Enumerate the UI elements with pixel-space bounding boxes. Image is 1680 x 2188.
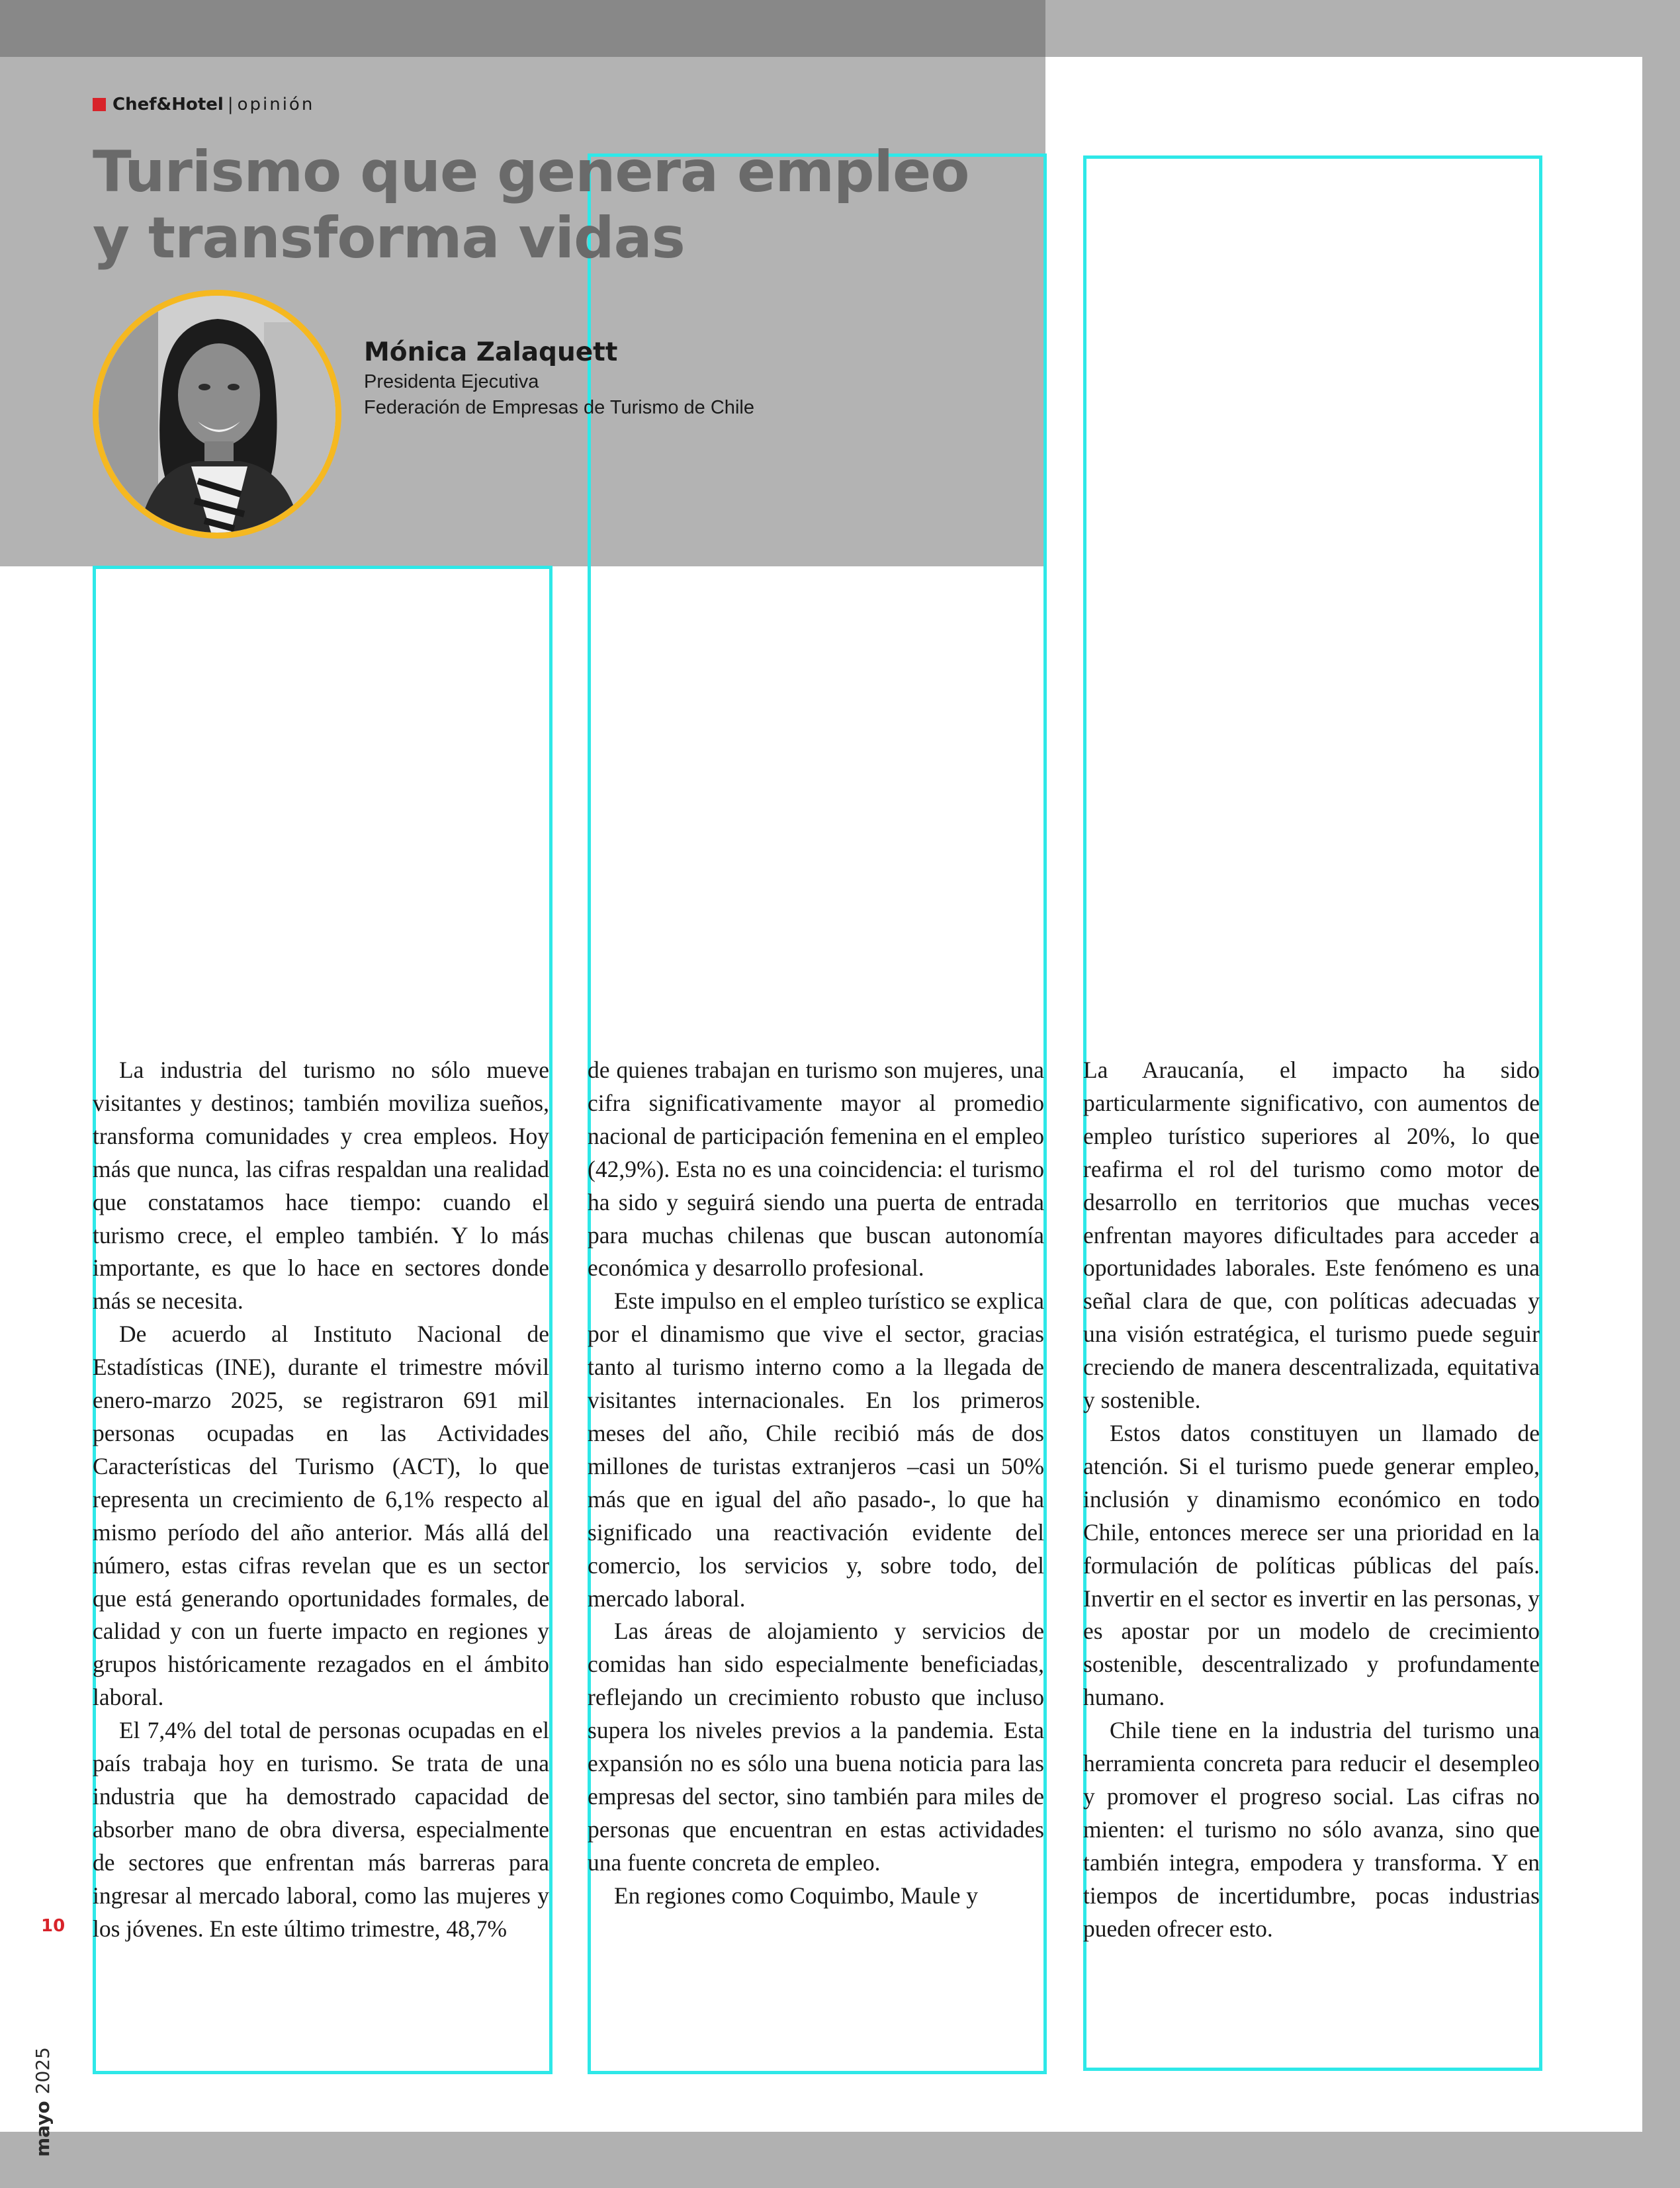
author-name: Mónica Zalaquett <box>364 337 618 367</box>
paragraph: de quienes trabajan en turismo son mujeres, una cifra significativamente mayor al promedio nacional de participación femenina en el empleo (42,9%). Esta no es una coincidencia: el turismo ha sido y seguirá siendo una puerta de entrada para muchas chilenas que buscan autonomía económica y desarrollo profesional. <box>588 1057 1044 1282</box>
portrait-illustration <box>99 296 335 533</box>
kicker <box>93 94 314 115</box>
brand-label: Chef&Hotel <box>112 95 224 114</box>
paragraph: Estos datos constituyen un llamado de atención. Si el turismo puede generar empleo, inclusión y dinamismo económico en todo Chile, entonces merece ser una prioridad en la formulación de políticas públicas del país. Invertir en el sector es invertir en las personas, y es apostar por un modelo de crecimiento sostenible, descentralizado y profundamente humano. <box>1083 1419 1540 1711</box>
title-line-1: Turismo que genera empleo <box>93 139 969 205</box>
issue-date <box>32 1972 58 2157</box>
author-portrait <box>93 290 341 539</box>
paragraph: Este impulso en el empleo turístico se explica por el dinamismo que vive el sector, gracias tanto al turismo interno como a la llegada de visitantes internacionales. En los primeros meses del año, Chile recibió más de dos millones de turistas extranjeros –casi un 50% más que en igual del año pasado-, lo que ha significado una reactivación evidente del comercio, los servicios y, sobre todo, del mercado laboral. <box>588 1288 1044 1612</box>
paragraph: El 7,4% del total de personas ocupadas en el país trabaja hoy en turismo. Se trata de una industria que ha demostrado capacidad de absorber mano de obra diversa, especialmente de sectores que enfrentan más barreras para ingresar al mercado laboral, como las mujeres y los jóvenes. En este último trimestre, 48,7% <box>93 1717 549 1942</box>
paragraph: La industria del turismo no sólo mueve visitantes y destinos; también moviliza sueños, transforma comunidades y crea empleos. Hoy más que nunca, las cifras respaldan una realidad que constatamos hace tiempo: cuando el turismo crece, el empleo también. Y lo más importante, es que lo hace en sectores donde más se necesita. <box>93 1057 549 1315</box>
red-square-icon <box>93 98 106 111</box>
article-title <box>93 139 1032 271</box>
paragraph: Las áreas de alojamiento y servicios de comidas han sido especialmente beneficiadas, reflejando un crecimiento robusto que incluso supera los niveles previos a la pandemia. Esta expansión no es sólo una buena noticia para las empresas del sector, sino también para miles de personas que encuentran en estas actividades una fuente concreta de empleo. <box>588 1618 1044 1876</box>
page-number: 10 <box>41 1916 66 1936</box>
kicker-separator: | <box>227 95 234 114</box>
author-block <box>364 336 754 421</box>
article-column-1 <box>93 1054 549 2070</box>
paragraph: De acuerdo al Instituto Nacional de Estadísticas (INE), durante el trimestre móvil enero-marzo 2025, se registraron 691 mil personas ocupadas en las Actividades Características del Turismo (ACT), lo que representa un crecimiento de 6,1% respecto al mismo período del año anterior. Más allá del número, estas cifras revelan que es un sector que está generando oportunidades formales, de calidad y con un fuerte impacto en regiones y grupos históricamente rezagados en el ámbito laboral. <box>93 1321 549 1711</box>
article-column-3 <box>1083 1054 1540 2070</box>
top-bleed-band <box>0 0 1045 57</box>
issue-month: mayo <box>32 2101 54 2157</box>
issue-year: 2025 <box>32 2047 54 2095</box>
paragraph: En regiones como Coquimbo, Maule y <box>614 1882 979 1909</box>
section-label: opinión <box>237 95 315 114</box>
author-role: Presidenta Ejecutiva <box>364 371 539 392</box>
paragraph: Chile tiene en la industria del turismo una herramienta concreta para reducir el desempleo y promover el progreso social. Las cifras no mienten: el turismo no sólo avanza, sino que también integra, empodera y transforma. Y en tiempos de incertidumbre, pocas industrias pueden ofrecer esto. <box>1083 1717 1540 1942</box>
article-column-2 <box>588 1054 1044 2070</box>
title-line-2: y transforma vidas <box>93 205 685 271</box>
author-organization: Federación de Empresas de Turismo de Chile <box>364 397 754 418</box>
paragraph: La Araucanía, el impacto ha sido particularmente significativo, con aumentos de empleo turístico superiores al 20%, lo que reafirma el rol del turismo como motor de desarrollo en territorios que muchas veces enfrentan mayores dificultades para acceder a oportunidades laborales. Este fenómeno es una señal clara de que, con políticas adecuadas y una visión estratégica, el turismo puede seguir creciendo de manera descentralizada, equitativa y sostenible. <box>1083 1057 1540 1414</box>
